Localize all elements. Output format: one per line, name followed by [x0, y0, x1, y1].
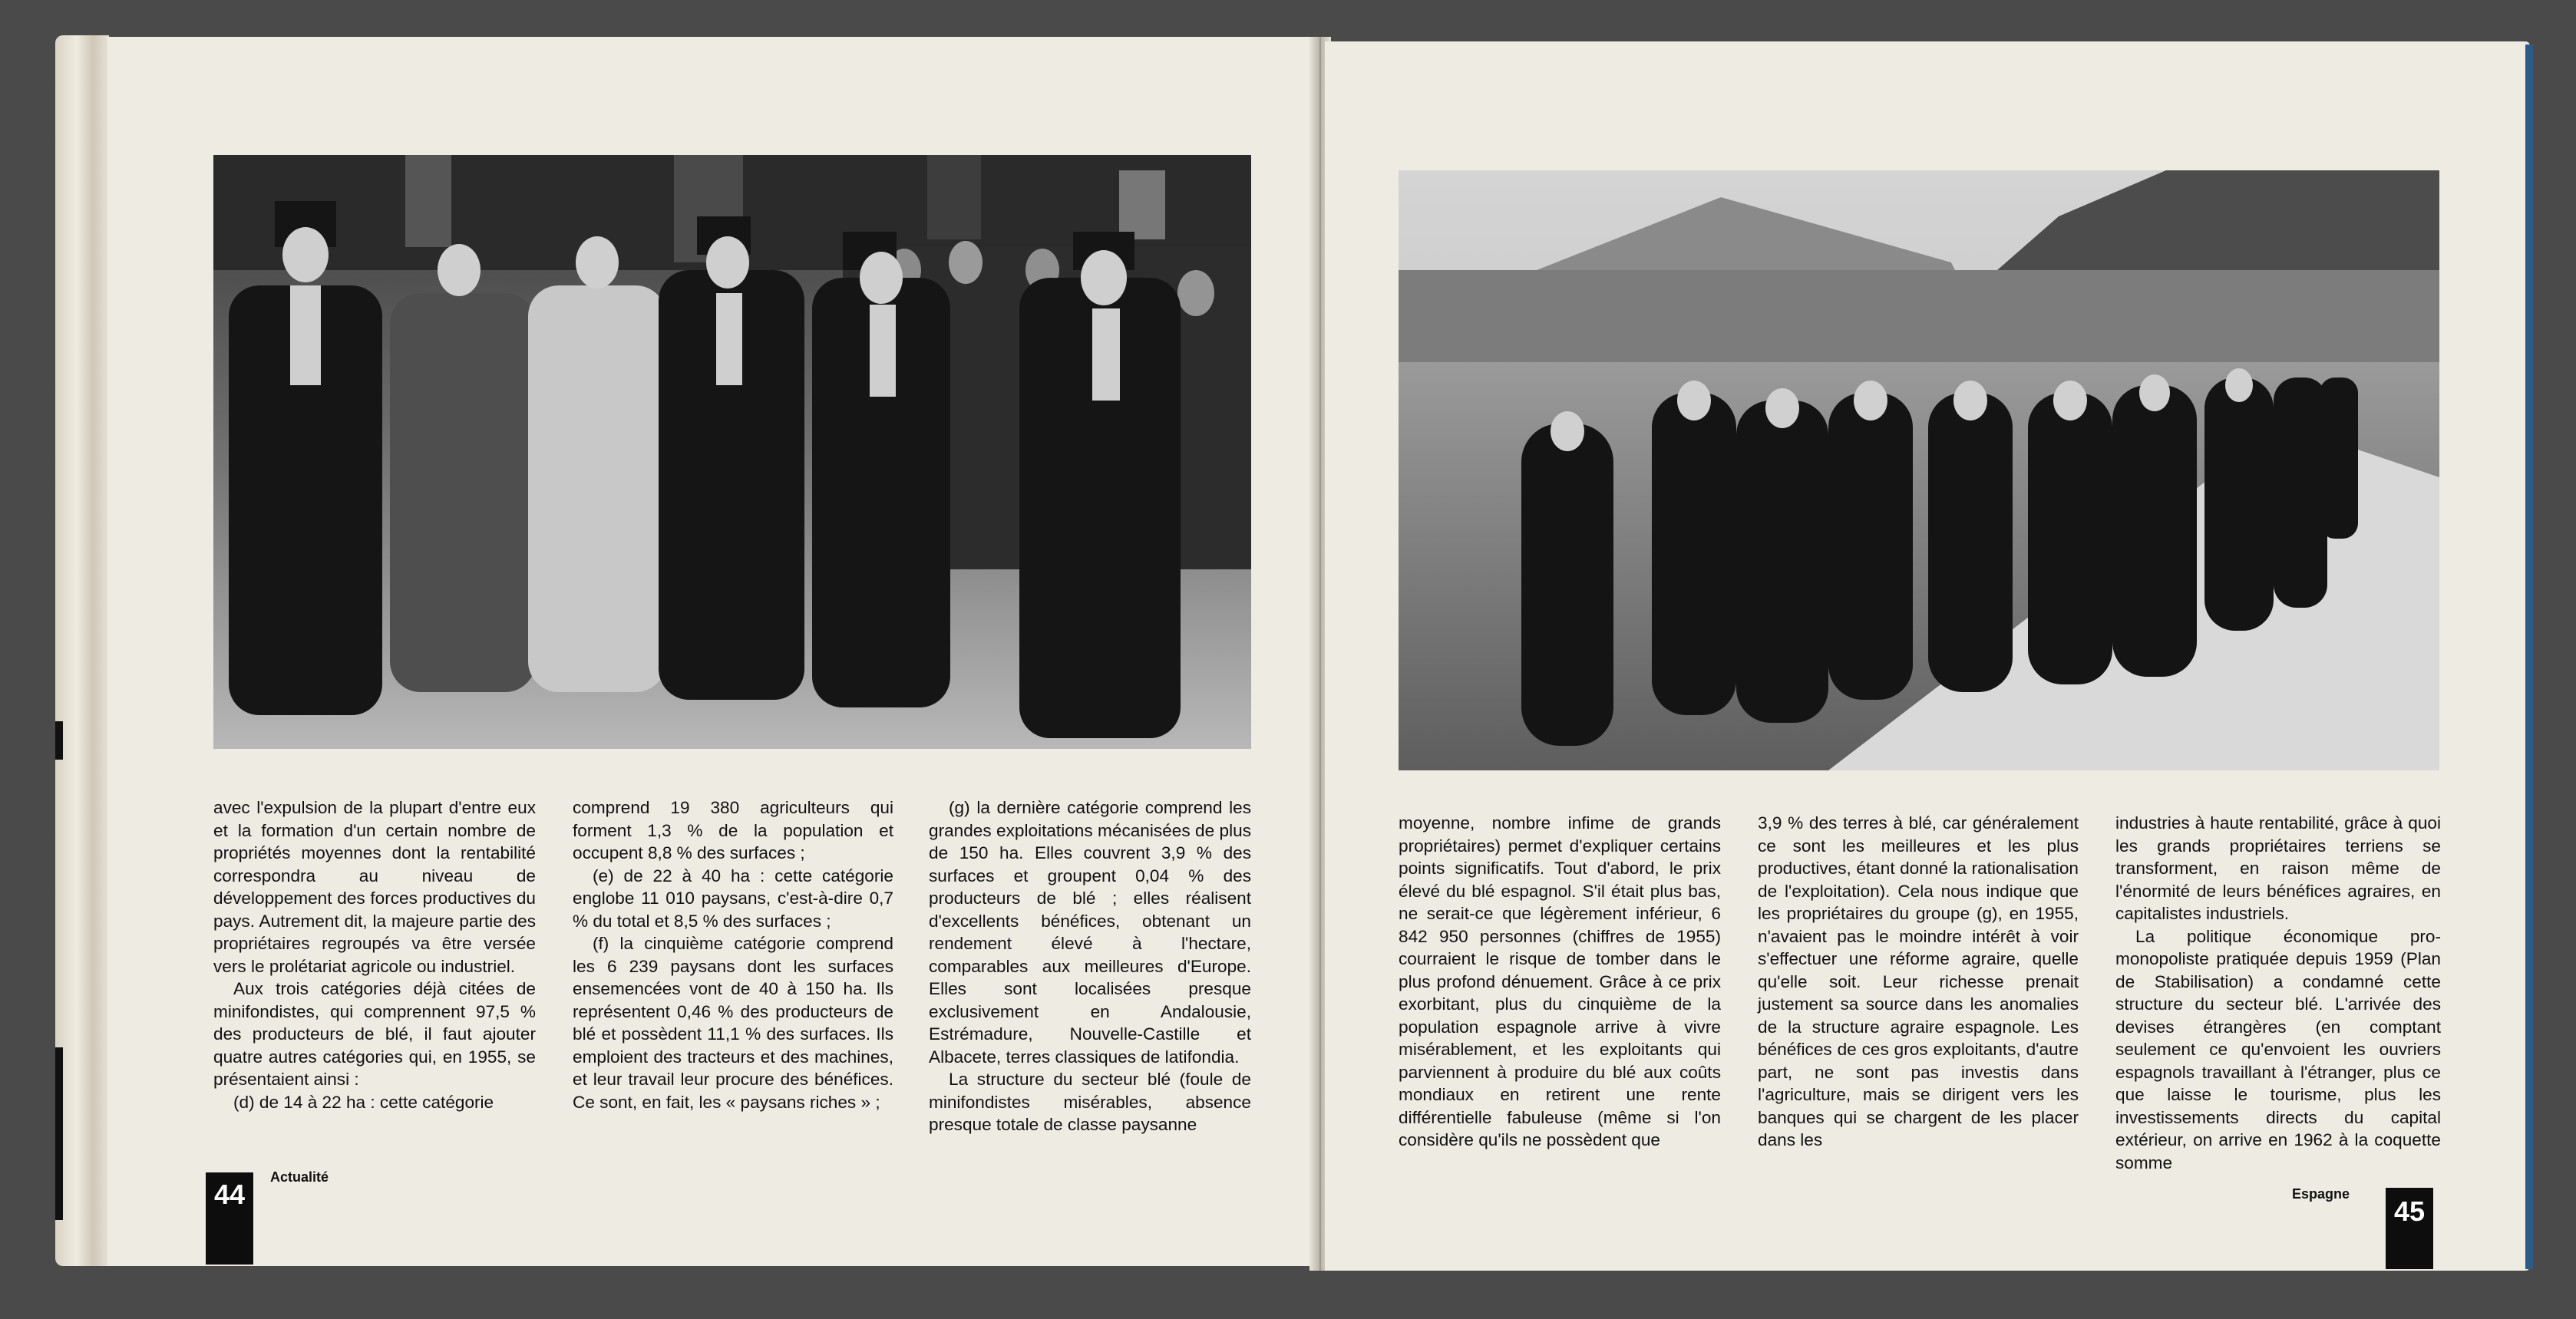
- paragraph: La politique économique pro-monopoliste pratiquée depuis 1959 (Plan de Stabilisation) a condamné cette structure du secteur blé. L'arrivée des devises étrangères (en comptant seulement ce qu'envoient les ouvriers espagnols travaillant à l'étranger, plus ce que laisse le tourisme, plus les investissements directs du capital extérieur, on arrive en 1962 à la coquette somme: [2115, 926, 2441, 1172]
- edge-marker: [55, 721, 63, 760]
- left-text-column-2: [573, 796, 893, 1113]
- right-page-number: 45: [2386, 1188, 2433, 1269]
- paragraph: (d) de 14 à 22 ha : cette catégorie: [233, 1092, 494, 1112]
- right-text-column-2: [1758, 812, 2079, 1152]
- page-stack-edge: [55, 35, 109, 1266]
- left-text-column-1: [213, 796, 536, 1113]
- paragraph: (e) de 22 à 40 ha : cette catégorie englobe 11 010 paysans, c'est-à-dire 0,7 % du total et 8,5 % des surfaces ;: [573, 866, 893, 931]
- paragraph: 3,9 % des terres à blé, car généralement ce sont les meilleures et les plus productives, étant donné la rationalisation de l'exploitation). Cela nous indique que les propriétaires du groupe (g), en 1955, n'avaient pas le moindre intérêt à voir s'effectuer une réforme agraire, quelle qu'elle soit. Leur richesse prenait justement sa source dans les anomalies de la structure agraire espagnole. Les bénéfices de ces gros exploitants, d'autre part, ne sont pas investis dans l'agriculture, mais se dirigent vers les banques qui se chargent de les placer dans les: [1758, 813, 2079, 1149]
- right-page-edge: [2525, 45, 2533, 1269]
- left-photo-procession: [213, 155, 1251, 749]
- right-section-title: Espagne: [2292, 1186, 2350, 1202]
- paragraph: (g) la dernière catégorie comprend les grandes exploitations mécanisées de plus de 150 ha. Elles couvrent 3,9 % des surfaces et groupent 0,04 % des producteurs de blé ; elles réalisent d'excellents bénéfices, obtenant un rendement élevé à l'hectare, comparables aux meilleures d'Europe. Elles sont localisées presque exclusivement en Andalousie, Estrémadure, Nouvelle-Castille et Albacete, terres classiques de latifondia.: [929, 798, 1251, 1067]
- paragraph: (f) la cinquième catégorie comprend les 6 239 paysans dont les surfaces ensemencées vont de 40 à 150 ha. Ils représentent 0,46 % des producteurs de blé et possèdent 11,1 % des surfaces. Ils emploient des tracteurs et des machines, et leur travail leur procure des bénéfices. Ce sont, en fait, les « paysans riches » ;: [573, 934, 893, 1112]
- left-page-number: 44: [206, 1172, 253, 1265]
- paragraph: industries à haute rentabilité, grâce à quoi les grands propriétaires terriens se transforment, en raison même de l'énormité de leurs bénéfices agraires, en capitalistes industriels.: [2115, 813, 2441, 923]
- paragraph: La structure du secteur blé (foule de minifondistes misérables, absence presque totale de classe paysanne: [929, 1070, 1251, 1134]
- left-section-title: Actualité: [270, 1169, 329, 1185]
- paragraph: Aux trois catégories déjà citées de minifondistes, qui comprennent 97,5 % des producteurs de blé, il faut ajouter quatre autres catégories qui, en 1955, se présentaient ainsi :: [213, 979, 536, 1089]
- paragraph: avec l'expulsion de la plupart d'entre eux et la formation d'un certain nombre de propriétés moyennes dont la rentabilité correspondra au niveau de développement des forces productives du pays. Autrement dit, la majeure partie des propriétaires regroupés va être versée vers le prolétariat agricole ou industriel.: [213, 798, 536, 976]
- left-text-column-3: [929, 796, 1251, 1136]
- right-text-column-3: [2115, 812, 2441, 1174]
- right-photo-seminarians: [1399, 170, 2439, 770]
- paragraph: moyenne, nombre infime de grands propriétaires) permet d'expliquer certains points significatifs. Tout d'abord, le prix élevé du blé espagnol. S'il était plus bas, ne serait-ce que légèrement inférieur, 6 842 950 personnes (chiffres de 1955) courraient le risque de tomber dans le plus profond dénuement. Grâce à ce prix exorbitant, plus du cinquième de la population espagnole arrive à vivre misérablement, et les exploitants qui parviennent à produire du blé aux coûts mondiaux en retirent une rente différentielle fabuleuse (même si l'on considère qu'ils ne possèdent que: [1399, 813, 1721, 1149]
- edge-marker: [55, 1047, 63, 1220]
- right-text-column-1: [1399, 812, 1721, 1152]
- paragraph: comprend 19 380 agriculteurs qui forment 1,3 % de la population et occupent 8,8 % des surfaces ;: [573, 798, 893, 862]
